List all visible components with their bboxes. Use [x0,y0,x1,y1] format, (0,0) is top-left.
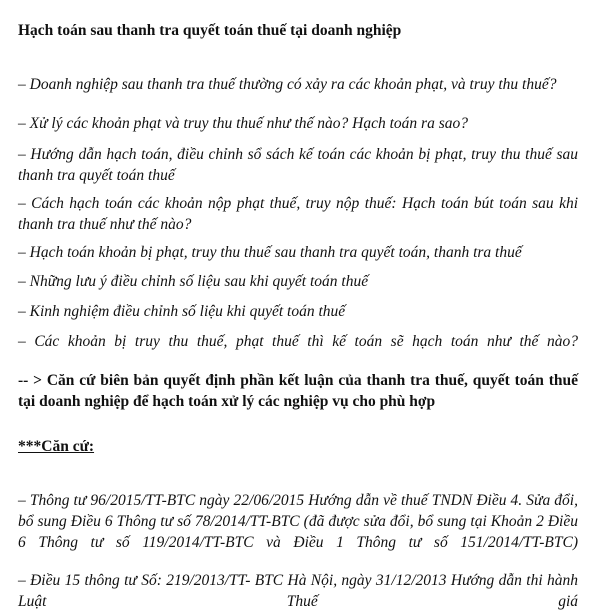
basis-heading: ***Căn cứ: [18,438,95,455]
question-item: – Hạch toán khoản bị phạt, truy thu thuế sau thanh tra quyết toán, thanh tra thuế [18,244,522,261]
question-item: – Xử lý các khoản phạt và truy thu thuế như thế nào? Hạch toán ra sao? [18,115,468,132]
question-item: – Cách hạch toán các khoản nộp phạt thuế, truy nộp thuế: Hạch toán bút toán sau khi thanh tra thuế như thế nào? [18,195,578,233]
reference-item: – Điều 15 thông tư Số: 219/2013/TT- BTC Hà Nội, ngày 31/12/2013 Hướng dẫn thi hành Luật Thuế giá [18,572,578,610]
question-item: – Hướng dẫn hạch toán, điều chỉnh sổ sách kế toán các khoản bị phạt, truy thu thuế sau thanh tra quyết toán thuế [18,146,578,184]
question-item: – Kinh nghiệm điều chỉnh số liệu khi quyết toán thuế [18,303,346,320]
conclusion-paragraph: -- > Căn cứ biên bản quyết định phần kết luận của thanh tra thuế, quyết toán thuế tại doanh nghiệp để hạch toán xử lý các nghiệp vụ cho phù hợp [18,372,578,410]
reference-item: – Thông tư 96/2015/TT-BTC ngày 22/06/2015 Hướng dẫn về thuế TNDN Điều 4. Sửa đổi, bổ sung Điều 6 Thông tư số 78/2014/TT-BTC (đã được sửa đổi, bổ sung tại Khoản 2 Điều 6 Thông tư số 119/2014/TT-BTC và Điều 1 Thông tư số 151/2014/TT-BTC) [18,492,578,551]
document-title: Hạch toán sau thanh tra quyết toán thuế tại doanh nghiệp [18,22,402,39]
question-item: – Doanh nghiệp sau thanh tra thuế thường có xảy ra các khoản phạt, và truy thu thuế? [18,76,557,93]
question-item: – Những lưu ý điều chỉnh số liệu sau khi quyết toán thuế [18,273,369,290]
question-item: – Các khoản bị truy thu thuế, phạt thuế thì kế toán sẽ hạch toán như thế nào? [18,333,578,350]
